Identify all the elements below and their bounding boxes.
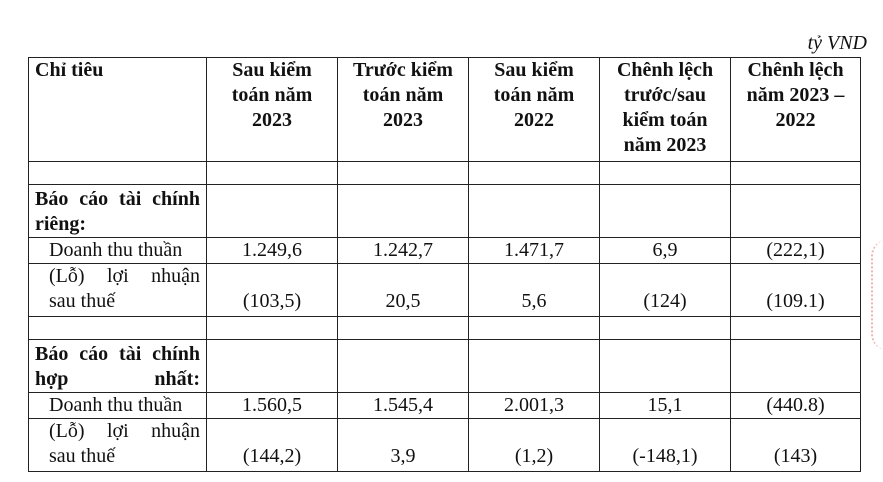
section-title-consolidated: Báo cáo tài chính hợp nhất: [29, 340, 207, 393]
table-cell: (222,1) [731, 238, 861, 264]
table-cell: (103,5) [207, 264, 338, 317]
table-row [29, 419, 861, 472]
section-row-consolidated [29, 340, 861, 393]
table-row [29, 264, 861, 317]
row-label: (Lỗ) lợi nhuận sau thuế [29, 419, 207, 472]
table-cell: 5,6 [469, 264, 600, 317]
table-cell: 3,9 [338, 419, 469, 472]
table-cell: (1,2) [469, 419, 600, 472]
header-row [29, 58, 861, 162]
section-row-separate [29, 185, 861, 238]
header-audited-2023: Sau kiểm toán năm 2023 [207, 58, 338, 162]
row-label: (Lỗ) lợi nhuận sau thuế [29, 264, 207, 317]
table-cell: 15,1 [600, 393, 731, 419]
section-title-separate: Báo cáo tài chính riêng: [29, 185, 207, 238]
table-cell: (144,2) [207, 419, 338, 472]
financial-table [28, 57, 861, 472]
unit-label: tỷ VND [807, 32, 867, 54]
header-diff-audit-2023: Chênh lệch trước/sau kiểm toán năm 2023 [600, 58, 731, 162]
header-unaudited-2023: Trước kiểm toán năm 2023 [338, 58, 469, 162]
header-audited-2022: Sau kiểm toán năm 2022 [469, 58, 600, 162]
table-cell: (440.8) [731, 393, 861, 419]
table-cell: (-148,1) [600, 419, 731, 472]
header-indicator: Chỉ tiêu [29, 58, 207, 162]
row-label: Doanh thu thuần [29, 238, 207, 264]
table-cell: 1.560,5 [207, 393, 338, 419]
table-cell: (124) [600, 264, 731, 317]
table-cell: 1.249,6 [207, 238, 338, 264]
spacer-row [29, 162, 861, 185]
row-label: Doanh thu thuần [29, 393, 207, 419]
table-cell: (143) [731, 419, 861, 472]
stamp-mark [871, 240, 883, 350]
header-diff-2023-2022: Chênh lệch năm 2023 – 2022 [731, 58, 861, 162]
spacer-row [29, 317, 861, 340]
table-cell: 2.001,3 [469, 393, 600, 419]
table-cell: 1.545,4 [338, 393, 469, 419]
table-cell: 1.242,7 [338, 238, 469, 264]
table-cell: 1.471,7 [469, 238, 600, 264]
table-cell: (109.1) [731, 264, 861, 317]
table-row [29, 238, 861, 264]
table-cell: 20,5 [338, 264, 469, 317]
table-row [29, 393, 861, 419]
table-cell: 6,9 [600, 238, 731, 264]
